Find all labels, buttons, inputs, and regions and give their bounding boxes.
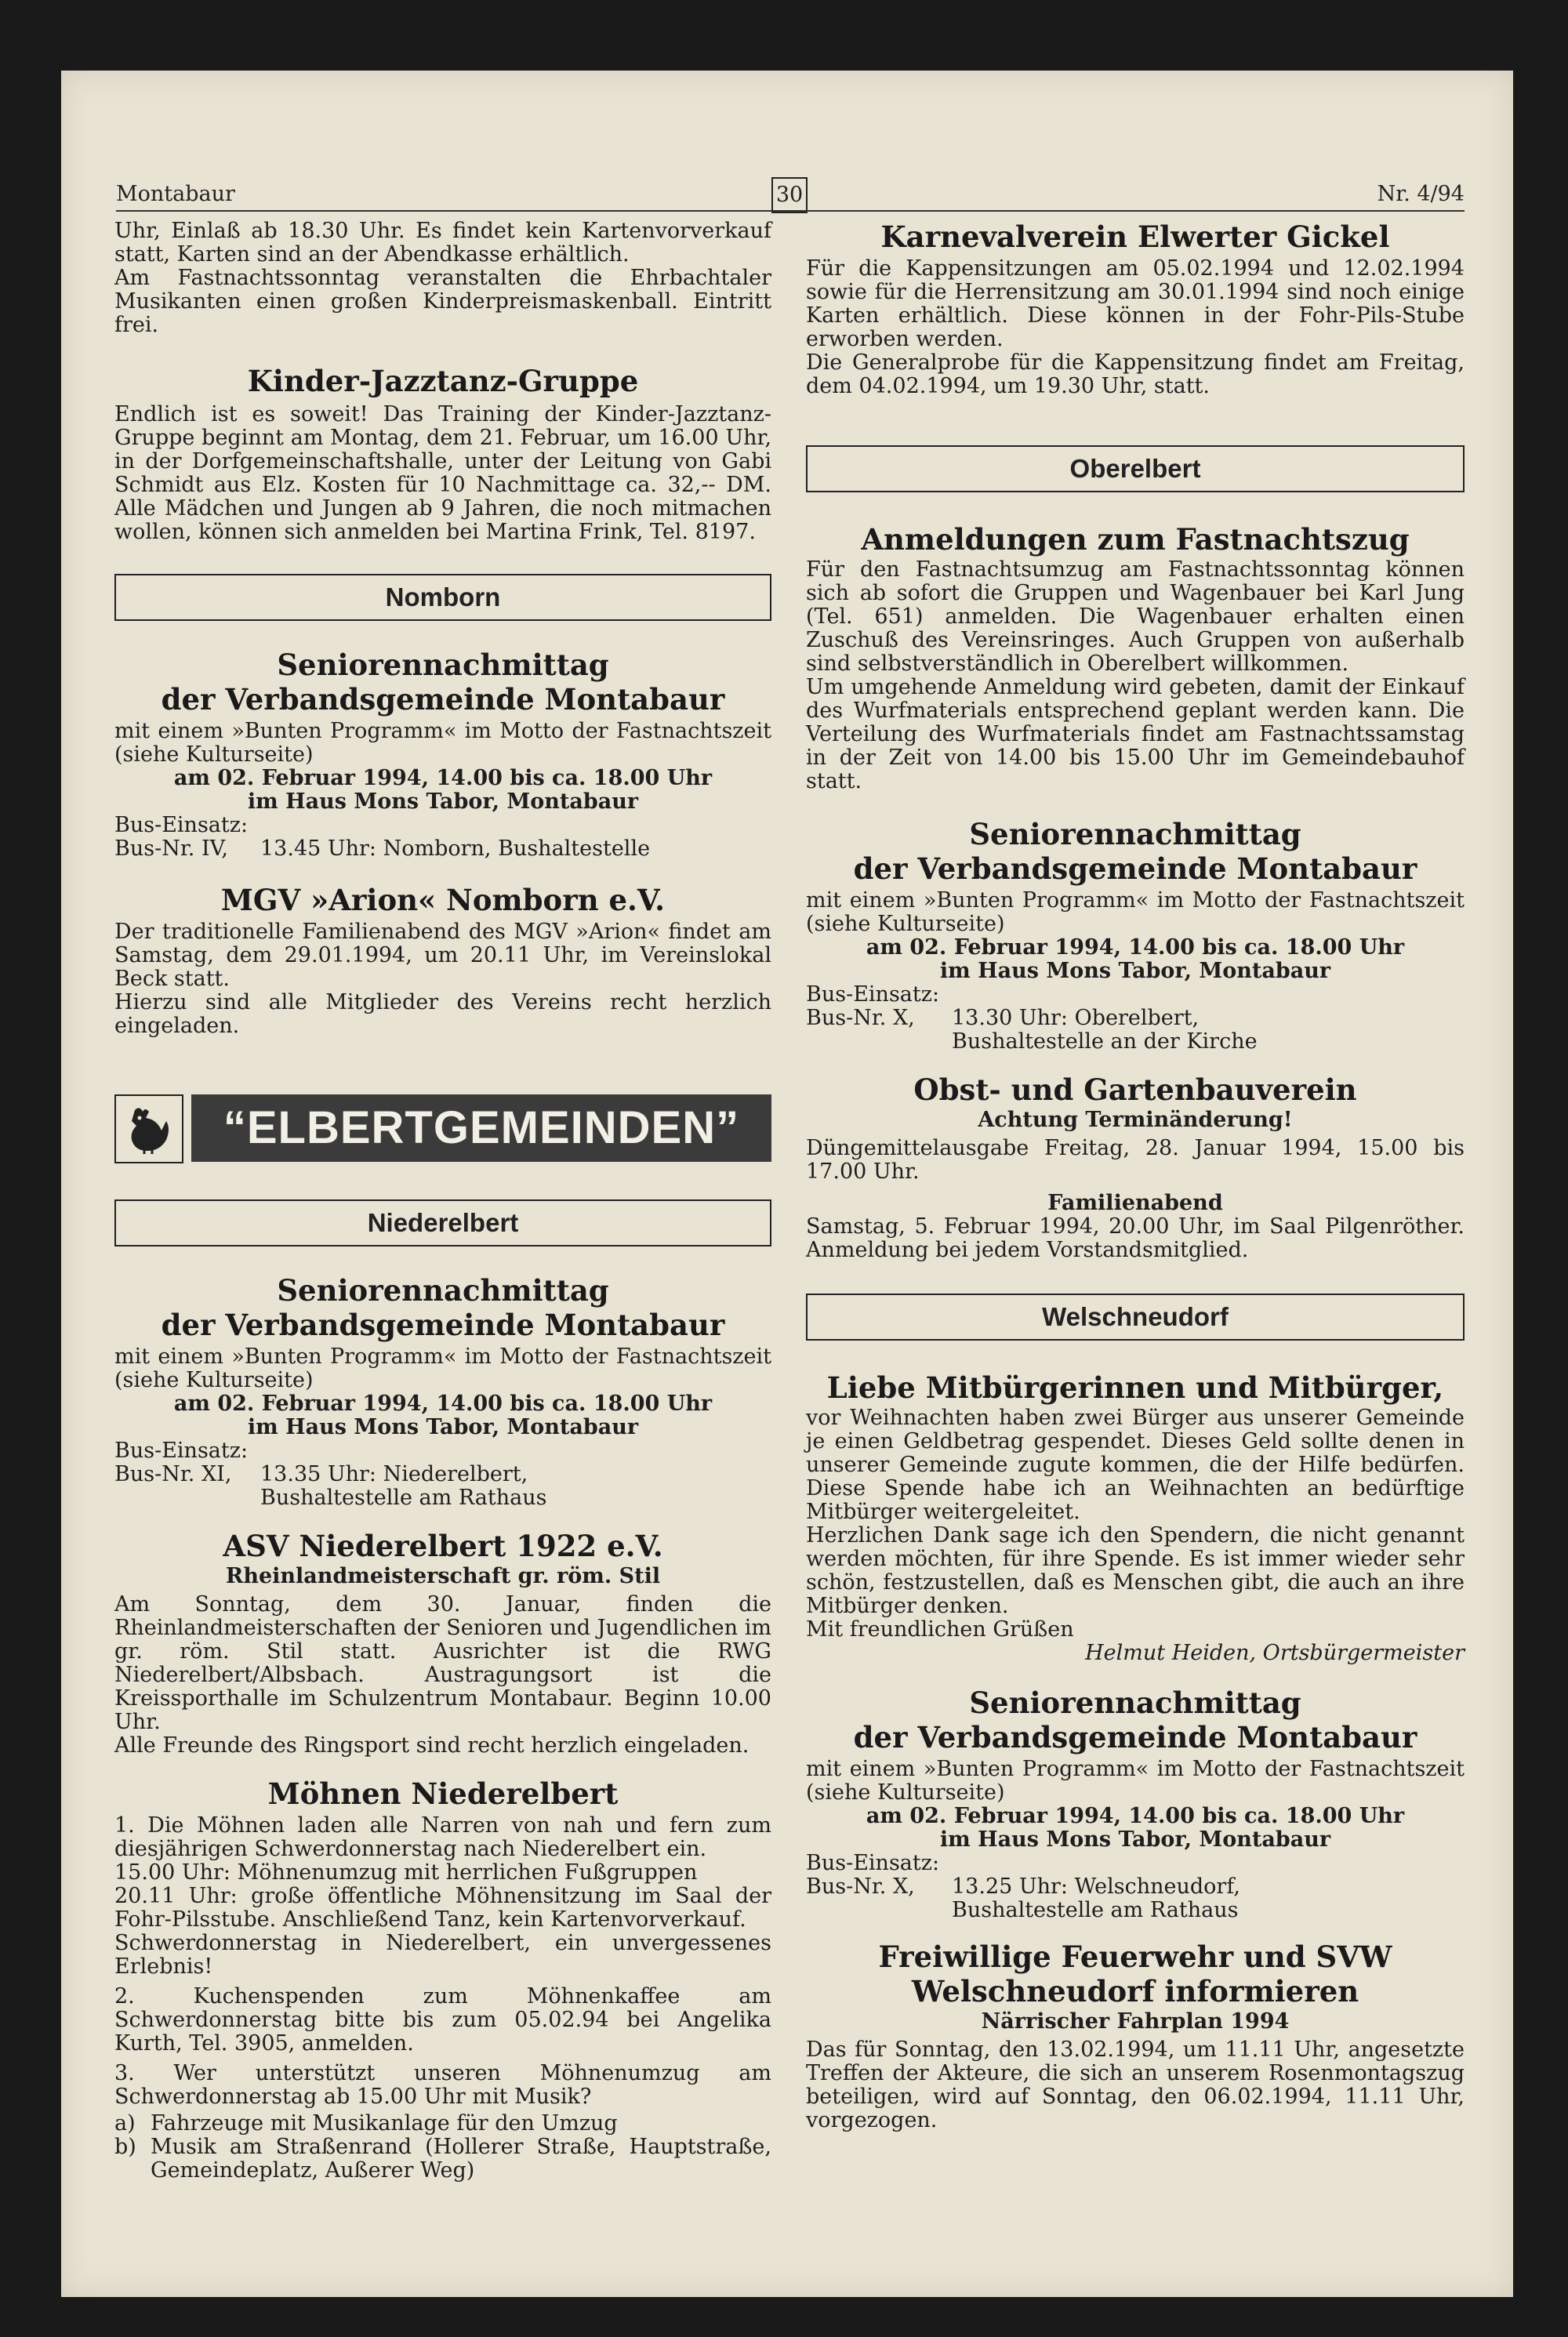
welsch-letter-text-1: vor Weihnachten haben zwei Bürger aus unserer Gemeinde je einen Geldbetrag gespendet. Dieses Geld sollte denen in unserer Gemeinde zugute kommen, die der Hilfe bedürfen. Diese Spende habe ich an Weihnachten an bedürftige Mitbürger weitergeleitet. [806, 1406, 1465, 1524]
section-box-welschneudorf: Welschneudorf [806, 1294, 1465, 1341]
nieder-bus-time-1: 13.35 Uhr: Niederelbert, [260, 1462, 528, 1486]
welsch-letter-text-2: Herzlichen Dank sage ich den Spendern, die nicht genannt werden möchten, für ihre Spende. Es ist immer wieder sehr schön, festzustellen, daß es Menschen gibt, die auch an ihre Mitbürger denken. [806, 1523, 1465, 1618]
nomborn-bus-label: Bus-Einsatz: [114, 813, 249, 837]
welsch-letter-title: Liebe Mitbürgerinnen und Mitbürger, [826, 1370, 1444, 1405]
list-marker-b: b) [114, 2135, 136, 2159]
nomborn-senior-title-2: der Verbandsgemeinde Montabaur [161, 682, 725, 717]
anmeldung-text-2: Um umgehende Anmeldung wird gebeten, damit der Einkauf des Wurfmaterials entsprechend geplant werden kann. Die Verteilung des Wurfmaterials findet am Fastnachtssamstag in der Zeit von 14.00 bis 15.00 Uhr im Gemeindebauhof statt. [806, 675, 1465, 793]
nomborn-senior-place: im Haus Mons Tabor, Montabaur [247, 789, 639, 814]
welsch-letter-signature: Helmut Heiden, Ortsbürgermeister [1085, 1641, 1465, 1665]
welsch-bus-times [952, 1875, 1240, 1922]
asv-title: ASV Niederelbert 1922 e.V. [223, 1529, 663, 1563]
asv-subtitle: Rheinlandmeisterschaft gr. röm. Stil [225, 1564, 661, 1588]
right-column [806, 220, 1465, 2132]
rooster-icon [121, 1101, 177, 1157]
gickel-title: Karnevalverein Elwerter Gickel [880, 220, 1390, 254]
asv-text-2: Alle Freunde des Ringsport sind recht herzlich eingeladen. [114, 1733, 750, 1758]
moehnen-p1: 1. Die Möhnen laden alle Narren von nah und fern zum diesjährigen Schwerdonnerstag nach Niederelbert ein. [114, 1813, 771, 1861]
page-number: 30 [771, 177, 808, 213]
welsch-bus-time-1: 13.25 Uhr: Welschneudorf, [952, 1874, 1240, 1899]
feuerwehr-subtitle: Närrischer Fahrplan 1994 [981, 2009, 1290, 2034]
moehnen-item-a: Fahrzeuge mit Musikanlage für den Umzug [151, 2111, 618, 2136]
ober-senior-title-2: der Verbandsgemeinde Montabaur [853, 851, 1417, 886]
obst-subtitle: Achtung Terminänderung! [978, 1108, 1293, 1132]
moehnen-p5: 2. Kuchenspenden zum Möhnenkaffee am Schwerdonnerstag bitte bis zum 05.02.94 bei Angelika Kurth, Tel. 3905, anmelden. [114, 1984, 771, 2056]
intro-text-2: Am Fastnachtssonntag veranstalten die Ehrbachtaler Musikanten einen großen Kinderpreismaskenball. Eintritt frei. [114, 266, 771, 337]
obst-text-2: Samstag, 5. Februar 1994, 20.00 Uhr, im Saal Pilgenröther. Anmeldung bei jedem Vorstandsmitglied. [806, 1214, 1465, 1262]
feuerwehr-title-2: Welschneudorf informieren [911, 1974, 1359, 2009]
moehnen-p2: 15.00 Uhr: Möhnenumzug mit herrlichen Fußgruppen [114, 1860, 698, 1885]
welsch-senior-text: mit einem »Bunten Programm« im Motto der Fastnachtszeit (siehe Kulturseite) [806, 1757, 1465, 1805]
ober-bus-time-2: Bushaltestelle an der Kirche [952, 1029, 1258, 1054]
nieder-senior-title-1: Seniorennachmittag [277, 1273, 609, 1308]
gickel-text-2: Die Generalprobe für die Kappensitzung findet am Freitag, dem 04.02.1994, um 19.30 Uhr, statt. [806, 350, 1465, 398]
nomborn-senior-title-1: Seniorennachmittag [277, 648, 609, 682]
section-box-oberelbert: Oberelbert [806, 445, 1465, 492]
mgv-title: MGV »Arion« Nomborn e.V. [220, 883, 666, 917]
ober-bus-label: Bus-Einsatz: [806, 982, 940, 1007]
ober-senior-title-1: Seniorennachmittag [969, 817, 1301, 851]
nieder-senior-text: mit einem »Bunten Programm« im Motto der Fastnachtszeit (siehe Kulturseite) [114, 1345, 771, 1392]
nieder-bus-time-2: Bushaltestelle am Rathaus [260, 1486, 547, 1510]
welsch-bus-label: Bus-Einsatz: [806, 1851, 940, 1875]
nieder-senior-place: im Haus Mons Tabor, Montabaur [247, 1415, 639, 1439]
left-column [114, 220, 771, 2183]
moehnen-p6: 3. Wer unterstützt unseren Möhnenumzug am Schwerdonnerstag ab 15.00 Uhr mit Musik? [114, 2061, 771, 2109]
nomborn-bus-time: 13.45 Uhr: Nomborn, Bushaltestelle [260, 836, 651, 861]
gickel-text-1: Für die Kappensitzungen am 05.02.1994 und 12.02.1994 sowie für die Herrensitzung am 30.01.1994 sind noch einige Karten erhältlich. Diese können in der Fohr-Pils-Stube erworben werden. [806, 256, 1465, 351]
nieder-senior-date: am 02. Februar 1994, 14.00 bis ca. 18.00 Uhr [173, 1392, 713, 1416]
ober-bus-time-1: 13.30 Uhr: Oberelbert, [952, 1006, 1200, 1030]
nomborn-senior-date: am 02. Februar 1994, 14.00 bis ca. 18.00 Uhr [173, 766, 713, 790]
asv-text-1: Am Sonntag, dem 30. Januar, finden die Rheinlandmeisterschaften der Senioren und Jugendlichen im gr. röm. Stil statt. Ausrichter ist die RWG Niederelbert/Albsbach. Austragungsort ist die Kreissporthalle im Schulzentrum Montabaur. Beginn 10.00 Uhr. [114, 1592, 771, 1734]
moehnen-item-b: Musik am Straßenrand (Hollerer Straße, Hauptstraße, Gemeindeplatz, Außerer Weg) [151, 2135, 771, 2183]
ober-senior-text: mit einem »Bunten Programm« im Motto der Fastnachtszeit (siehe Kulturseite) [806, 888, 1465, 936]
moehnen-p3: 20.11 Uhr: große öffentliche Möhnensitzung im Saal der Fohr-Pilsstube. Anschließend Tanz, kein Kartenvorverkauf. [114, 1884, 771, 1932]
banner-title: “ELBERTGEMEINDEN” [191, 1094, 771, 1162]
welsch-letter-greeting: Mit freundlichen Grüßen [806, 1617, 1074, 1642]
nieder-bus-nr: Bus-Nr. XI, [114, 1462, 232, 1486]
nieder-senior-title-2: der Verbandsgemeinde Montabaur [161, 1308, 725, 1342]
ober-bus-row [806, 1007, 1465, 1054]
jazz-title: Kinder-Jazztanz-Gruppe [247, 364, 639, 398]
issue-number: Nr. 4/94 [1377, 182, 1465, 206]
obst-text-1: Düngemittelausgabe Freitag, 28. Januar 1994, 15.00 bis 17.00 Uhr. [806, 1136, 1465, 1184]
header-rule [116, 210, 1465, 212]
feuerwehr-text: Das für Sonntag, den 13.02.1994, um 11.11 Uhr, angesetzte Treffen der Akteure, die sich an unserem Rosenmontagszug beteiligen, wird auf Sonntag, den 06.02.1994, 11.11 Uhr, vorgezogen. [806, 2038, 1465, 2132]
moehnen-title: Möhnen Niederelbert [267, 1776, 619, 1811]
ober-bus-times [952, 1007, 1258, 1054]
section-box-nomborn: Nomborn [114, 574, 771, 621]
obst-title: Obst- und Gartenbauverein [913, 1072, 1357, 1107]
feuerwehr-title-1: Freiwillige Feuerwehr und SVW [878, 1940, 1392, 1974]
welsch-senior-date: am 02. Februar 1994, 14.00 bis ca. 18.00 Uhr [866, 1804, 1405, 1828]
mgv-text-1: Der traditionelle Familienabend des MGV »Arion« findet am Samstag, dem 29.01.1994, um 20.11 Uhr, im Vereinslokal Beck statt. [114, 920, 771, 991]
rooster-logo [114, 1094, 183, 1163]
anmeldung-text-1: Für den Fastnachtsumzug am Fastnachtssonntag können sich ab sofort die Gruppen und Wagenbauer bei Karl Jung (Tel. 651) anmelden. Die Wagenbauer erhalten einen Zuschuß des Vereinsringes. Auch Gruppen von außerhalb sind selbstverständlich in Oberelbert willkommen. [806, 557, 1465, 676]
welsch-senior-title-1: Seniorennachmittag [969, 1686, 1301, 1720]
obst-familienabend-title: Familienabend [1047, 1191, 1223, 1215]
nomborn-senior-text: mit einem »Bunten Programm« im Motto der Fastnachtszeit (siehe Kulturseite) [114, 719, 771, 767]
section-box-niederelbert: Niederelbert [114, 1199, 771, 1247]
moehnen-list-b [114, 2136, 771, 2183]
elbertgemeinden-banner [114, 1094, 771, 1162]
header-town: Montabaur [116, 182, 235, 206]
ober-senior-date: am 02. Februar 1994, 14.00 bis ca. 18.00 Uhr [866, 935, 1405, 960]
welsch-bus-nr: Bus-Nr. X, [806, 1874, 915, 1899]
ober-bus-nr: Bus-Nr. X, [806, 1006, 915, 1030]
list-marker-a: a) [114, 2111, 136, 2136]
nieder-bus-label: Bus-Einsatz: [114, 1439, 249, 1463]
nomborn-bus-nr: Bus-Nr. IV, [114, 836, 228, 861]
welsch-senior-place: im Haus Mons Tabor, Montabaur [939, 1827, 1331, 1852]
ober-senior-place: im Haus Mons Tabor, Montabaur [939, 959, 1331, 983]
welsch-bus-row [806, 1875, 1465, 1922]
nieder-bus-row [114, 1463, 771, 1510]
intro-text-1: Uhr, Einlaß ab 18.30 Uhr. Es findet kein Kartenvorverkauf statt, Karten sind an der Abendkasse erhältlich. [114, 219, 771, 267]
welsch-bus-time-2: Bushaltestelle am Rathaus [952, 1898, 1239, 1922]
jazz-text: Endlich ist es soweit! Das Training der Kinder-Jazztanz-Gruppe beginnt am Montag, dem 21. Februar, um 16.00 Uhr, in der Dorfgemeinschaftshalle, unter der Leitung von Gabi Schmidt aus Elz. Kosten für 10 Nachmittage ca. 32,-- DM. Alle Mädchen und Jungen ab 9 Jahren, die noch mitmachen wollen, können sich anmelden bei Martina Frink, Tel. 8197. [114, 402, 771, 544]
moehnen-list-a [114, 2112, 771, 2136]
anmeldung-title: Anmeldungen zum Fastnachtszug [861, 522, 1410, 557]
page-header [116, 177, 1465, 212]
nieder-bus-times [260, 1463, 546, 1510]
welsch-senior-title-2: der Verbandsgemeinde Montabaur [853, 1720, 1417, 1755]
moehnen-p4: Schwerdonnerstag in Niederelbert, ein unvergessenes Erlebnis! [114, 1931, 771, 1979]
nomborn-bus-row [114, 837, 771, 861]
mgv-text-2: Hierzu sind alle Mitglieder des Vereins recht herzlich eingeladen. [114, 990, 771, 1038]
